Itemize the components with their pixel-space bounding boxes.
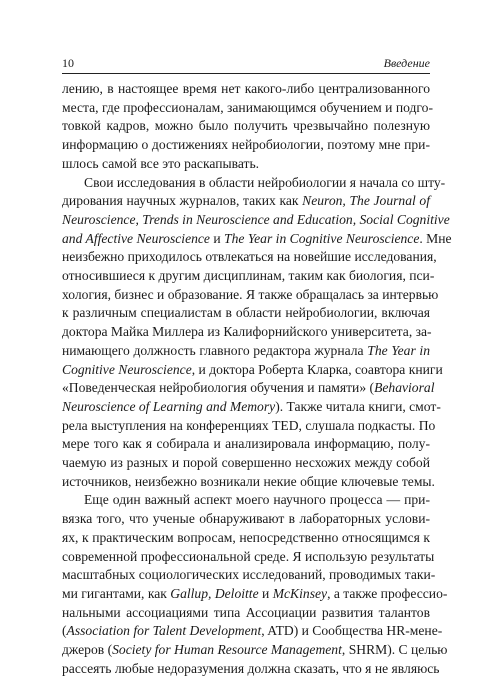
paragraph <box>62 174 452 492</box>
text-line <box>62 660 440 679</box>
text-run: хология, бизнес и образование. Я также обращалась за интервью <box>62 286 439 302</box>
running-header <box>62 56 430 74</box>
text-run: ях, к практическим вопросам, непосредственно относящимся к <box>62 529 430 545</box>
text-line <box>62 192 430 211</box>
section-title: Введение <box>383 56 430 70</box>
text-line <box>62 435 430 454</box>
text-run: доктора Майка Миллера из Калифорнийского университета, за- <box>62 324 432 340</box>
text-run: джеров ( <box>62 642 113 658</box>
text-run: Neuroscience, Trends in Neuroscience and Education, Social Cognitive <box>62 211 450 227</box>
text-run: ми гигантами, как <box>62 585 171 601</box>
text-line <box>62 211 450 230</box>
text-run: источников, неизбежно возникали некие общие ключевые темы. <box>62 473 435 489</box>
text-run: McKinsey <box>272 585 328 601</box>
text-line <box>62 379 435 398</box>
text-run: нимающего должность главного редактора журнала <box>62 342 368 358</box>
page-body <box>62 80 452 679</box>
text-run: Behavioral <box>374 380 435 396</box>
text-line <box>62 622 443 641</box>
text-line <box>62 491 430 510</box>
text-line <box>62 174 446 193</box>
page-number: 10 <box>62 56 74 70</box>
text-run: чаемую из разных и порой совершенно несхожих между собой <box>62 455 430 471</box>
text-run: Neuroscience of Learning and Memory <box>62 398 276 414</box>
text-run: шлось самой все это раскапывать. <box>62 155 260 171</box>
text-run: места, где профессионалам, занимающимся обучением и подго- <box>62 99 433 115</box>
text-line <box>62 548 435 567</box>
text-run: информацию о достижениях нейробиологии, поэтому мне при- <box>62 137 430 153</box>
text-line <box>62 323 430 342</box>
text-line <box>62 304 430 323</box>
text-run: Свои исследования в области нейробиологии я начала со шту- <box>84 174 446 190</box>
text-run: масштабных социологических исследований, проводимых таки- <box>62 567 436 583</box>
text-run: Cognitive Neuroscience <box>62 361 192 377</box>
text-run: дирования научных журналов, таких как <box>62 193 303 209</box>
text-run: , SHRM). С целью <box>341 642 448 658</box>
text-run: Neuron, The Journal of <box>302 193 430 209</box>
text-run: Еще один важный аспект моего научного процесса — при- <box>84 492 430 508</box>
text-line <box>62 267 435 286</box>
text-line <box>62 417 436 436</box>
text-run: «Поведенческая нейробиология обучения и памяти» ( <box>62 380 375 396</box>
text-line <box>62 99 433 118</box>
text-line <box>62 80 430 99</box>
text-run: ). Также читала книги, смот- <box>275 398 441 414</box>
text-line <box>62 529 430 548</box>
text-run: Society for Human Resource Management <box>112 642 342 658</box>
text-line <box>62 136 430 155</box>
text-run: относившиеся к другим дисциплинам, таким как биология, пси- <box>62 268 435 284</box>
text-line <box>62 510 430 529</box>
text-line <box>62 566 436 585</box>
text-run: , а также профессио- <box>327 585 448 601</box>
text-line <box>62 155 430 174</box>
text-line <box>62 398 441 417</box>
text-run: . Мне <box>419 230 452 246</box>
text-line <box>62 248 437 267</box>
text-line <box>62 585 448 604</box>
paragraph <box>62 491 448 678</box>
text-run: , ATD) и Сообщества HR-мене- <box>261 623 443 639</box>
text-run: современной профессиональной среде. Я использую результаты <box>62 548 435 564</box>
text-run: лению, в настоящее время нет какого-либо централизованного <box>62 81 430 96</box>
text-line <box>62 454 430 473</box>
text-line <box>62 286 439 305</box>
text-line <box>62 473 435 492</box>
text-line <box>62 361 443 380</box>
text-line <box>62 230 452 249</box>
text-run: ( <box>62 623 67 639</box>
text-run: нальными ассоциациями типа Ассоциации развития талантов <box>62 604 430 620</box>
text-run: к различным специалистам в области нейробиологии, включая <box>62 305 430 321</box>
text-run: мере того как я собирала и анализировала информацию, полу- <box>62 436 430 452</box>
text-run: вязка того, что ученые обнаруживают в лабораторных услови- <box>62 511 430 527</box>
text-run: рассеять любые недоразумения должна сказать, что я не являюсь <box>62 660 440 676</box>
text-line <box>62 641 448 660</box>
text-run: The Year in <box>367 342 430 358</box>
text-run: неизбежно приходилось отвлекаться на новейшие исследования, <box>62 249 437 265</box>
text-run: and Affective Neuroscience <box>62 230 210 246</box>
text-run: и <box>258 585 273 601</box>
text-run: рела выступления на конференциях TED, слушала подкасты. По <box>62 417 436 433</box>
text-line <box>62 117 430 136</box>
text-run: товкой кадров, можно было получить чрезвычайно полезную <box>62 118 430 134</box>
text-run: Gallup, Deloitte <box>170 585 259 601</box>
text-run: , и доктора Роберта Кларка, соавтора книги <box>191 361 443 377</box>
text-run: The Year in Cognitive Neuroscience <box>224 230 420 246</box>
text-run: и <box>209 230 225 246</box>
text-line <box>62 342 430 361</box>
text-line <box>62 604 430 623</box>
text-run: Association for Talent Development <box>66 623 262 639</box>
paragraph <box>62 80 433 174</box>
